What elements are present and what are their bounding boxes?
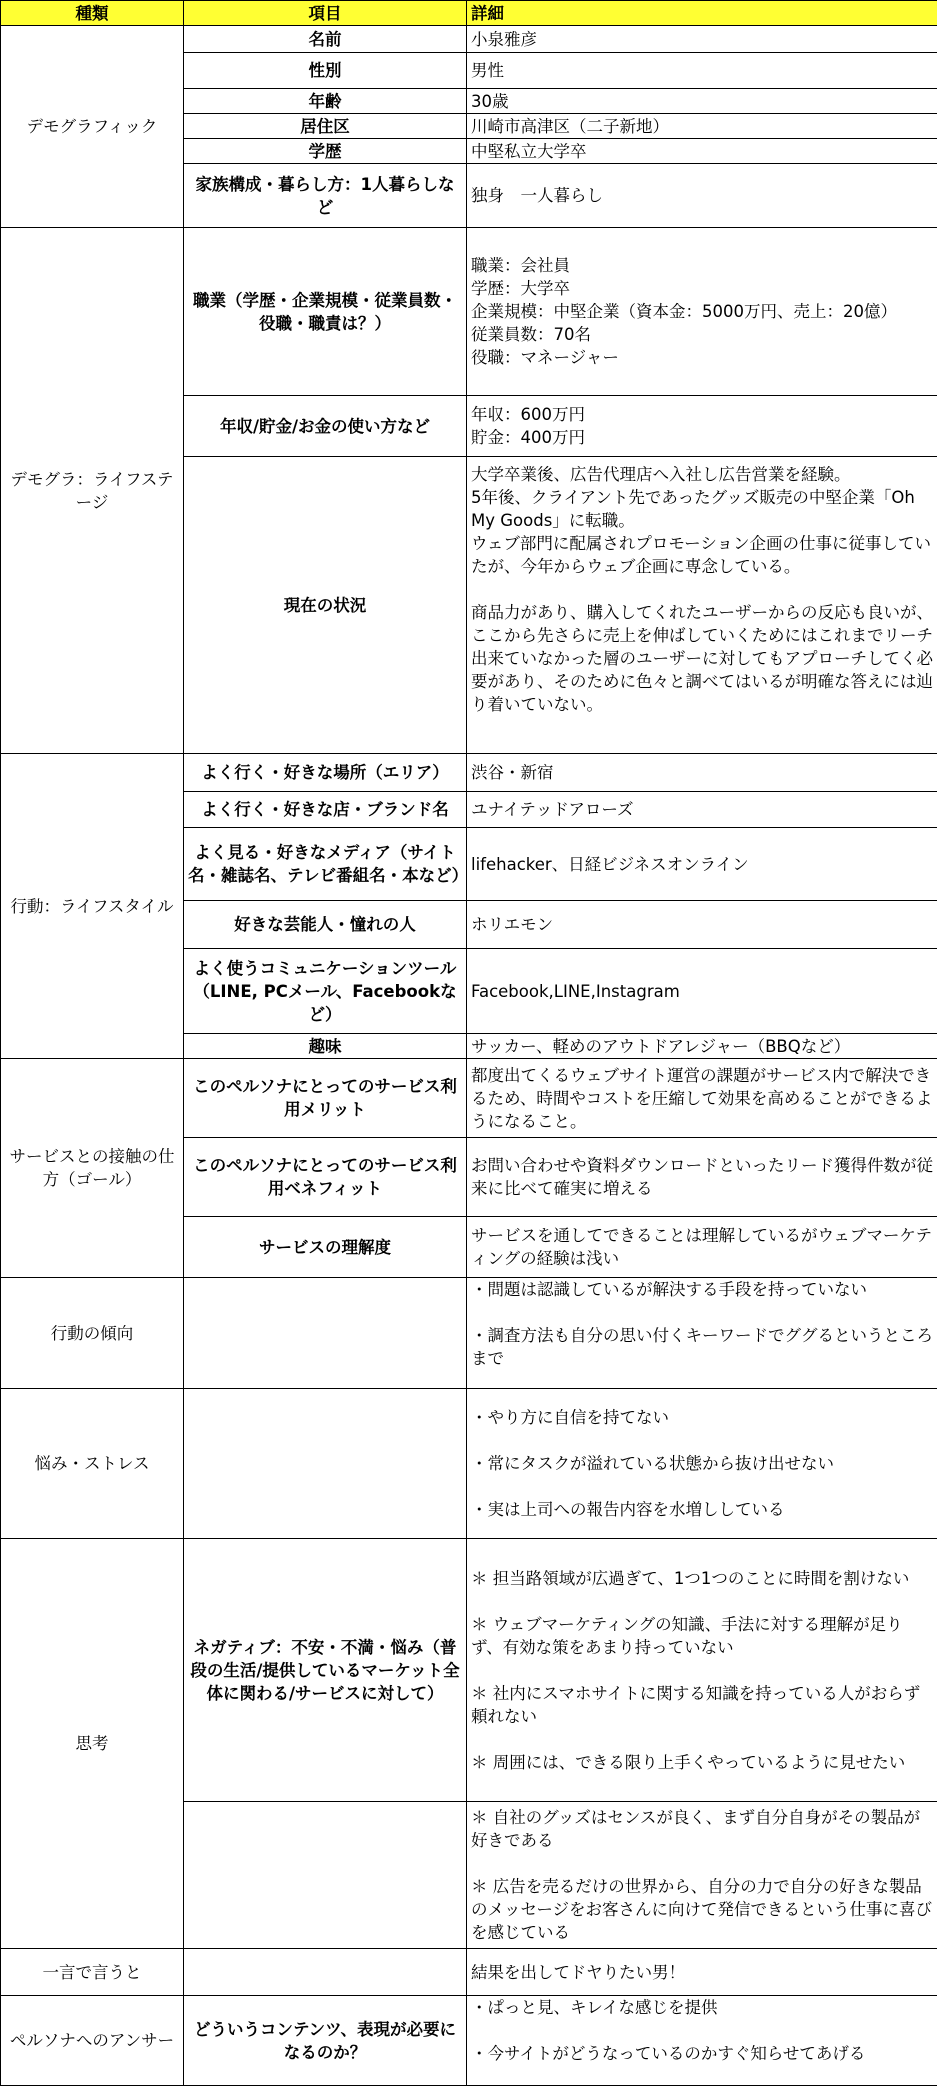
item-cell: サービスの理解度	[184, 1217, 467, 1278]
value-cell: ＊ 自社のグッズはセンスが良く、まず自分自身がその製品が好きである ＊ 広告を売るだけの世界から、自分の力で自分の好きな製品のメッセージをお客さんに向けて発信できるという仕事に喜びを感じている	[467, 1802, 937, 1949]
item-cell	[184, 1949, 467, 1996]
header-type: 種類	[1, 1, 184, 26]
value-cell: ホリエモン	[467, 901, 937, 949]
item-cell: 現在の状況	[184, 457, 467, 754]
value-cell: ユナイテッドアローズ	[467, 792, 937, 828]
value-cell: ・ぱっと見、キレイな感じを提供 ・今サイトがどうなっているのかすぐ知らせてあげる	[467, 1996, 937, 2086]
header-row	[1, 1, 937, 26]
value-cell: 中堅私立大学卒	[467, 139, 937, 164]
item-cell: よく行く・好きな店・ブランド名	[184, 792, 467, 828]
value-cell: 川崎市高津区（二子新地）	[467, 114, 937, 139]
item-cell: 居住区	[184, 114, 467, 139]
item-cell: 趣味	[184, 1034, 467, 1059]
item-cell: 名前	[184, 26, 467, 53]
category-cell: 悩み・ストレス	[1, 1389, 184, 1539]
item-cell: ネガティブ：不安・不満・悩み（普段の生活/提供しているマーケット全体に関わる/サービスに対して）	[184, 1539, 467, 1802]
item-cell: 好きな芸能人・憧れの人	[184, 901, 467, 949]
value-cell: お問い合わせや資料ダウンロードといったリード獲得件数が従来に比べて確実に増える	[467, 1138, 937, 1217]
item-cell	[184, 1802, 467, 1949]
item-cell: 家族構成・暮らし方：1人暮らしなど	[184, 164, 467, 228]
table-row	[1, 1539, 937, 1802]
value-cell: サービスを通してできることは理解しているがウェブマーケティングの経験は浅い	[467, 1217, 937, 1278]
item-cell: よく行く・好きな場所（エリア）	[184, 754, 467, 792]
category-cell: デモグラ：ライフステージ	[1, 228, 184, 754]
item-cell: このペルソナにとってのサービス利用ベネフィット	[184, 1138, 467, 1217]
item-cell	[184, 1278, 467, 1389]
value-cell: 大学卒業後、広告代理店へ入社し広告営業を経験。 5年後、クライアント先であったグッズ販売の中堅企業「Oh My Goods」に転職。 ウェブ部門に配属されプロモーション企画の仕事に従事していたが、今年からウェブ企画に専念している。 商品力があり、購入してくれたユーザーからの反応も良いが、ここから先さらに売上を伸ばしていくためにはこれまでリーチ出来ていなかった層のユーザーに対してもアプローチしてく必要があり、そのために色々と調べてはいるが明確な答えには辿り着いていない。	[467, 457, 937, 754]
category-cell: 一言で言うと	[1, 1949, 184, 1996]
item-cell: 学歴	[184, 139, 467, 164]
category-cell: 思考	[1, 1539, 184, 1949]
table-row	[1, 754, 937, 792]
item-cell: 年齢	[184, 89, 467, 114]
table-row	[1, 1949, 937, 1996]
value-cell: サッカー、軽めのアウトドアレジャー（BBQなど）	[467, 1034, 937, 1059]
value-cell: 年収：600万円 貯金：400万円	[467, 396, 937, 457]
value-cell: 都度出てくるウェブサイト運営の課題がサービス内で解決できるため、時間やコストを圧縮して効果を高めることができるようになること。	[467, 1059, 937, 1138]
category-cell: 行動：ライフスタイル	[1, 754, 184, 1059]
item-cell: 職業（学歴・企業規模・従業員数・役職・職責は？）	[184, 228, 467, 396]
category-cell: サービスとの接触の仕方（ゴール）	[1, 1059, 184, 1278]
item-cell: 年収/貯金/お金の使い方など	[184, 396, 467, 457]
item-cell: 性別	[184, 53, 467, 89]
header-detail: 詳細	[467, 1, 937, 26]
value-cell: 男性	[467, 53, 937, 89]
item-cell: どういうコンテンツ、表現が必要になるのか？	[184, 1996, 467, 2086]
table-row	[1, 1059, 937, 1138]
header-item: 項目	[184, 1, 467, 26]
item-cell: よく使うコミュニケーションツール（LINE, PCメール、Facebookなど）	[184, 949, 467, 1034]
table-row	[1, 1389, 937, 1539]
value-cell: 独身 一人暮らし	[467, 164, 937, 228]
value-cell: 職業：会社員 学歴：大学卒 企業規模：中堅企業（資本金：5000万円、売上：20億） 従業員数：70名 役職：マネージャー	[467, 228, 937, 396]
category-cell: デモグラフィック	[1, 26, 184, 228]
value-cell: ・問題は認識しているが解決する手段を持っていない ・調査方法も自分の思い付くキーワードでググるというところまで	[467, 1278, 937, 1389]
value-cell: 30歳	[467, 89, 937, 114]
category-cell: ペルソナへのアンサー	[1, 1996, 184, 2086]
table-row	[1, 1278, 937, 1389]
value-cell: ・やり方に自信を持てない ・常にタスクが溢れている状態から抜け出せない ・実は上司への報告内容を水増ししている	[467, 1389, 937, 1539]
item-cell	[184, 1389, 467, 1539]
table-row	[1, 228, 937, 396]
value-cell: ＊ 担当路領域が広過ぎて、1つ1つのことに時間を割けない ＊ ウェブマーケティングの知識、手法に対する理解が足りず、有効な策をあまり持っていない ＊ 社内にスマホサイトに関する知識を持っている人がおらず頼れない ＊ 周囲には、できる限り上手くやっているように見せたい	[467, 1539, 937, 1802]
item-cell: このペルソナにとってのサービス利用メリット	[184, 1059, 467, 1138]
table-row	[1, 26, 937, 53]
value-cell: lifehacker、日経ビジネスオンライン	[467, 828, 937, 901]
value-cell: 渋谷・新宿	[467, 754, 937, 792]
category-cell: 行動の傾向	[1, 1278, 184, 1389]
item-cell: よく見る・好きなメディア（サイト名・雑誌名、テレビ番組名・本など）	[184, 828, 467, 901]
value-cell: Facebook,LINE,Instagram	[467, 949, 937, 1034]
value-cell: 結果を出してドヤりたい男！	[467, 1949, 937, 1996]
value-cell: 小泉雅彦	[467, 26, 937, 53]
table-row	[1, 1996, 937, 2086]
